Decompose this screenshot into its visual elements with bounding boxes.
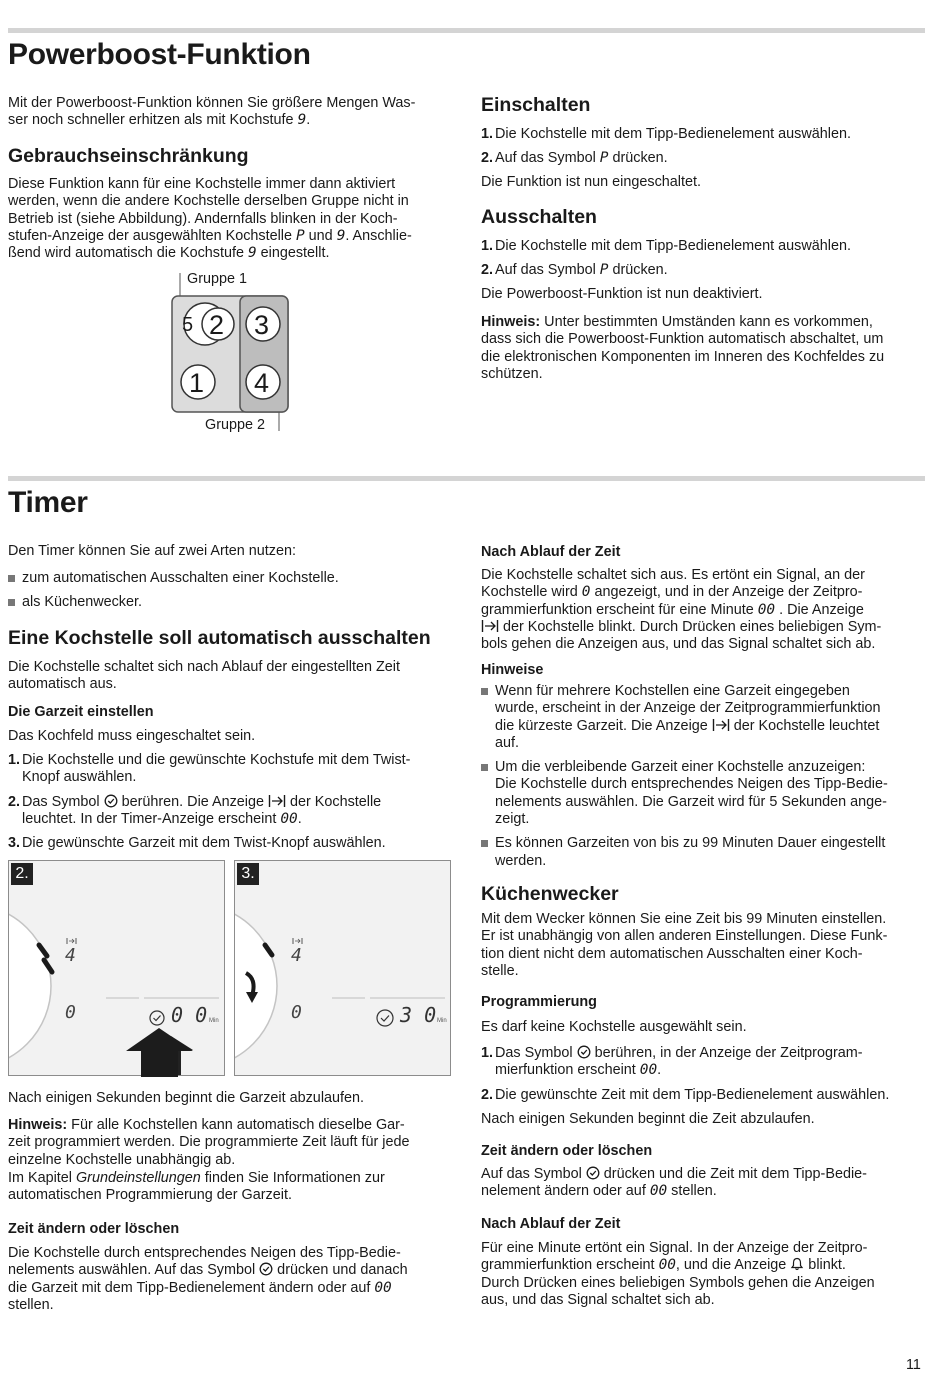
display-0: 0 — [581, 584, 591, 601]
control-panel-figure-step-3 — [234, 860, 451, 1076]
kitchen-end-text: Für eine Minute ertönt ein Signal. In der Anzeige der Zeitpro- grammierfunktion erscheint 00, und die Anzeige blinkt. Durch Drücken eines beliebigen Symbols gehen die Anzeigen aus, und das Signal schaltet sich ab. — [481, 1240, 875, 1308]
control-panel-figure-step-2 — [8, 860, 225, 1076]
usage-text: Diese Funktion kann für eine Kochstelle immer dann aktiviert werden, wenn die andere Kochstelle derselben Gruppe nicht in Betrieb ist (siehe Abbildung). Andernfalls blinken in der Koch- stufen-Anzeige der ausgewählten Kochstelle P und 9. Anschlie- ßend wird automatisch die Kochstufe 9 eingestellt. — [8, 176, 412, 262]
on-result: Die Funktion ist nun eingeschaltet. — [481, 174, 701, 190]
timer-arrow-bar-icon — [481, 619, 499, 633]
hob-group-diagram — [170, 268, 295, 438]
timer-end-heading: Nach Ablauf der Zeit — [481, 544, 621, 560]
zone-3: 3 — [254, 310, 270, 340]
figure-level-digit: 4 — [291, 945, 302, 966]
figure-timer-display: 3 0 — [400, 1003, 437, 1027]
programming-steps: 1. Das Symbol berühren, in der Anzeige der Zeitprogram- mierfunktion erscheint 00. 2. Die gewünschte Zeit mit dem Tipp-Bedienelement auswählen. — [481, 1045, 890, 1103]
zone-1: 1 — [189, 368, 205, 398]
powerboost-title: Powerboost-Funktion — [8, 38, 311, 71]
zone-2: 2 — [209, 310, 225, 340]
timer-title: Timer — [8, 486, 88, 519]
figure-badge: 2. — [11, 863, 33, 885]
list-item: zum automatischen Ausschalten einer Kochstelle. — [8, 570, 458, 587]
timer-intro: Den Timer können Sie auf zwei Arten nutzen: — [8, 543, 296, 559]
kitchen-change-text: Auf das Symbol drücken und die Zeit mit dem Tipp-Bedie- nelement ändern oder auf 00 stellen. — [481, 1166, 867, 1200]
figure-unit: Min — [437, 1018, 447, 1024]
hints-heading: Hinweise — [481, 662, 544, 678]
kitchen-timer-text: Mit dem Wecker können Sie eine Zeit bis 99 Minuten einstellen. Er ist unabhängig von allen anderen Einstellungen. Diese Funk- tion dient nicht dem automatischen Ausschalten einer Koch- stelle. — [481, 911, 888, 979]
hints-list — [481, 683, 931, 870]
section-rule-top — [8, 28, 925, 33]
display-00: 00 — [374, 1279, 392, 1296]
timer-uses-list — [8, 570, 458, 612]
kitchen-end-heading: Nach Ablauf der Zeit — [481, 1216, 621, 1232]
group-2-label: Gruppe 2 — [205, 417, 266, 433]
timer-clock-icon — [104, 794, 118, 808]
timer-clock-icon — [577, 1045, 591, 1059]
group-1-label: Gruppe 1 — [187, 271, 248, 287]
page-number: 11 — [906, 1357, 921, 1373]
kitchen-change-heading: Zeit ändern oder löschen — [481, 1143, 653, 1159]
display-00: 00 — [639, 1062, 658, 1079]
usage-heading: Gebrauchseinschränkung — [8, 145, 249, 167]
list-item: Es können Garzeiten von bis zu 99 Minuten Dauer eingestellt werden. — [481, 835, 931, 870]
after-figure-text: Nach einigen Sekunden beginnt die Garzeit abzulaufen. — [8, 1090, 365, 1106]
display-00: 00 — [280, 810, 298, 827]
figure-zero-digit: 0 — [65, 1002, 76, 1023]
digit-9: 9 — [336, 227, 346, 244]
display-00: 00 — [757, 601, 776, 618]
change-time-text: Die Kochstelle durch entsprechendes Neigen des Tipp-Bedie- nelements auswählen. Auf das Symbol drücken und danach die Garzeit mit dem Tipp-Bedienelement ändern oder auf 00 stellen. — [8, 1245, 408, 1313]
list-item: Um die verbleibende Garzeit einer Kochstelle anzuzeigen: Die Kochstelle durch entsprechendes Neigen des Tipp-Bedie- nelements auswählen. Die Garzeit wird für 5 Sekunden ange- zeigt. — [481, 759, 931, 828]
auto-off-text: Die Kochstelle schaltet sich nach Ablauf der eingestellten Zeit automatisch aus. — [8, 659, 400, 693]
timer-arrow-bar-icon — [712, 718, 730, 732]
zone-5: 5 — [182, 314, 194, 336]
set-time-heading: Die Garzeit einstellen — [8, 704, 154, 720]
digit-9: 9 — [247, 245, 257, 262]
zone-4: 4 — [254, 368, 270, 398]
set-time-pre: Das Kochfeld muss eingeschaltet sein. — [8, 728, 256, 744]
powerboost-intro: Mit der Powerboost-Funktion können Sie größere Mengen Was- ser noch schneller erhitzen als mit Kochstufe 9. — [8, 95, 416, 129]
figure-timer-display: 0 0 — [171, 1003, 208, 1027]
timer-hint: Hinweis: Für alle Kochstellen kann automatisch dieselbe Gar- zeit programmiert werden. Die programmierte Zeit läuft für jede einzelne Kochstelle unabhängig ab. Im Kapitel Grundeinstellungen finden Sie Informationen zur automatischen Programmierung der Garzeit. — [8, 1117, 410, 1204]
set-time-steps: 1. Die Kochstelle und die gewünschte Kochstufe mit dem Twist- Knopf auswählen. 2. Das Symbol berühren. Die Anzeige der Kochstelle leuchtet. In der Timer-Anzeige erscheint 00. 3. Die gewünschte Garzeit mit dem Twist-Knopf auswählen. — [8, 752, 411, 852]
display-00: 00 — [658, 1257, 676, 1274]
digit-p: P — [599, 150, 609, 167]
programming-heading: Programmierung — [481, 994, 597, 1010]
on-steps: 1. Die Kochstelle mit dem Tipp-Bedienelement auswählen. 2. Auf das Symbol P drücken. — [481, 126, 851, 167]
list-item: Wenn für mehrere Kochstellen eine Garzeit eingegeben wurde, erscheint in der Anzeige der Zeitprogrammierfunktion die kürzeste Garzeit. Die Anzeige der Kochstelle leuchtet auf. — [481, 683, 931, 752]
section-rule-timer — [8, 476, 925, 481]
timer-clock-icon — [586, 1166, 600, 1180]
digit-p: P — [296, 227, 305, 244]
timer-clock-icon — [259, 1262, 273, 1276]
list-item: als Küchenwecker. — [8, 594, 458, 611]
auto-off-heading: Eine Kochstelle soll automatisch ausschalten — [8, 627, 431, 649]
programming-after: Nach einigen Sekunden beginnt die Zeit abzulaufen. — [481, 1111, 815, 1127]
figure-level-digit: 4 — [65, 945, 76, 966]
bell-icon — [790, 1257, 804, 1271]
off-steps: 1. Die Kochstelle mit dem Tipp-Bedienelement auswählen. 2. Auf das Symbol P drücken. — [481, 238, 851, 279]
figure-unit: Min — [209, 1018, 219, 1024]
digit-9: 9 — [297, 112, 307, 129]
timer-arrow-bar-icon — [268, 794, 286, 808]
figure-badge: 3. — [237, 863, 259, 885]
figure-zero-digit: 0 — [291, 1002, 302, 1023]
off-result: Die Powerboost-Funktion ist nun deaktiviert. — [481, 286, 763, 302]
change-time-heading: Zeit ändern oder löschen — [8, 1221, 180, 1237]
timer-end-text: Die Kochstelle schaltet sich aus. Es ertönt ein Signal, an der Kochstelle wird 0 angezeigt, und in der Anzeige der Zeitpro- grammierfunktion erscheint für eine Minute 00 . Die Anzeige der Kochstelle blinkt. Durch Drücken eines beliebigen Sym- bols gehen die Anzeigen aus, und das Signal schaltet sich ab. — [481, 567, 882, 653]
display-00: 00 — [649, 1183, 668, 1200]
powerboost-hint: Hinweis: Unter bestimmten Umständen kann es vorkommen, dass sich die Powerboost-Funktion automatisch abschaltet, um die elektronischen Komponenten im Inneren des Kochfeldes zu schützen. — [481, 314, 885, 382]
kitchen-timer-heading: Küchenwecker — [481, 883, 619, 905]
off-heading: Ausschalten — [481, 206, 597, 228]
digit-p: P — [599, 262, 609, 279]
on-heading: Einschalten — [481, 94, 591, 116]
programming-pre: Es darf keine Kochstelle ausgewählt sein. — [481, 1019, 747, 1035]
